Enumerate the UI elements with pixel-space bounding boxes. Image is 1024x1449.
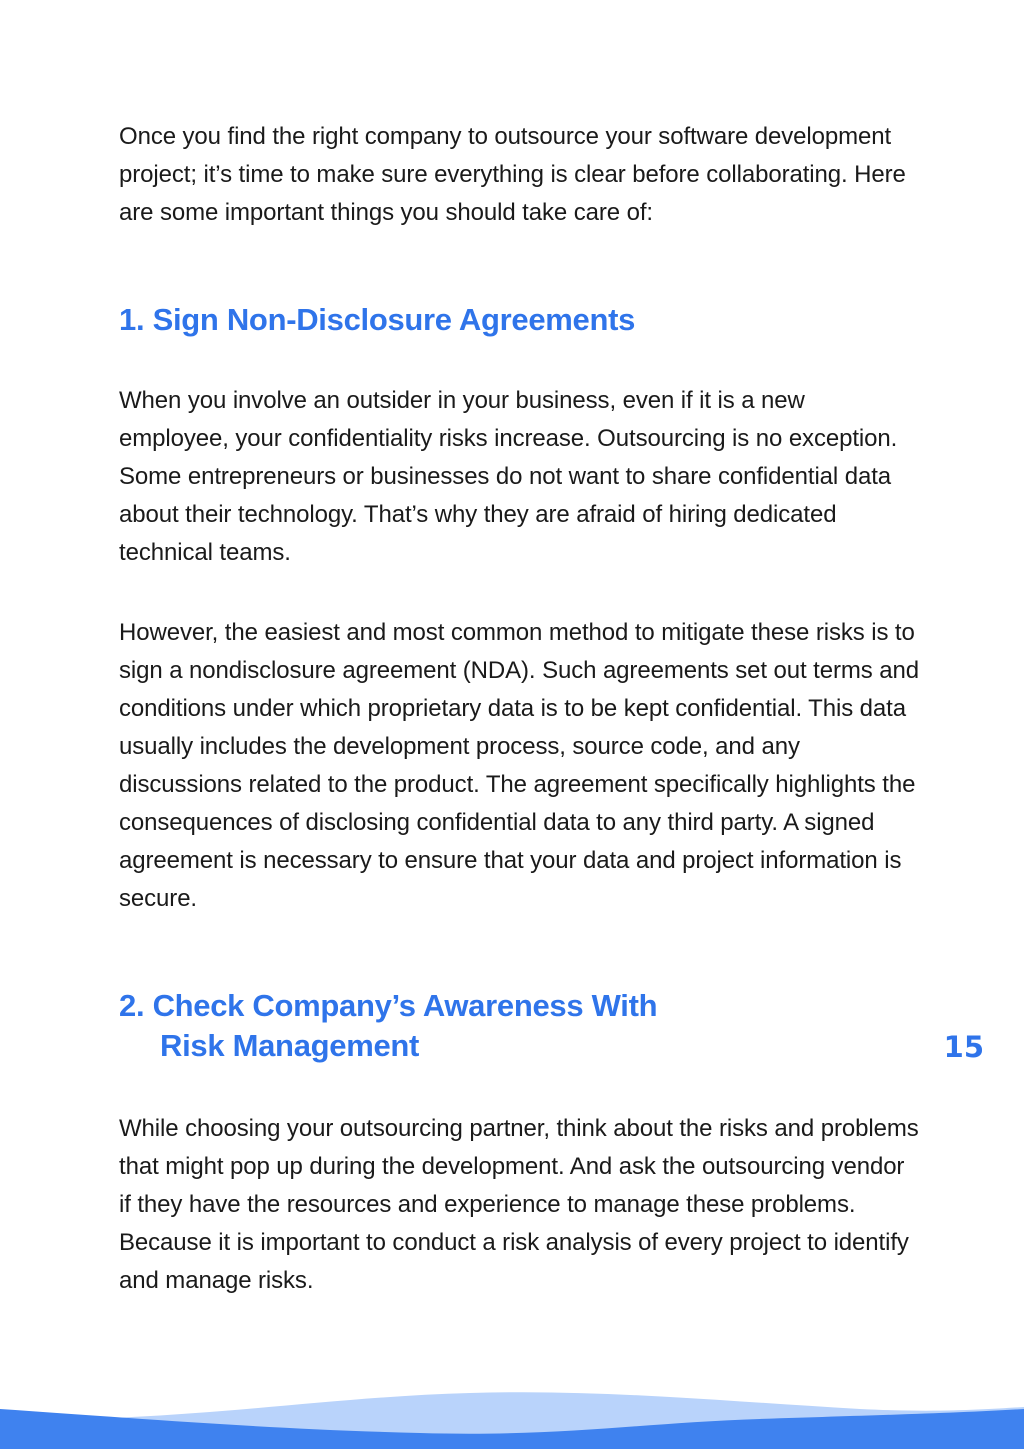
page-content bbox=[119, 118, 919, 1300]
section-1-heading: 1. Sign Non-Disclosure Agreements bbox=[119, 302, 636, 337]
section-1-paragraph-1: When you involve an outsider in your business, even if it is a new employee, your confidentiality risks increase. Outsourcing is no exception. Some entrepreneurs or businesses do not want to share confidential data about their technology. That’s why they are afraid of hiring dedicated technical teams. bbox=[119, 387, 898, 566]
footer-wave-decoration bbox=[0, 1379, 1024, 1449]
section-2-heading-line-2: Risk Management bbox=[160, 1028, 420, 1063]
section-2-paragraph-1: While choosing your outsourcing partner, think about the risks and problems that might pop up during the development. And ask the outsourcing vendor if they have the resources and experience to manage these problems. Because it is important to conduct a risk analysis of every project to identify and manage risks. bbox=[119, 1115, 919, 1294]
section-1-paragraph-2: However, the easiest and most common method to mitigate these risks is to sign a nondisclosure agreement (NDA). Such agreements set out terms and conditions under which proprietary data is to be kept confidential. This data usually includes the development process, source code, and any discussions related to the product. The agreement specifically highlights the consequences of disclosing confidential data to any third party. A signed agreement is necessary to ensure that your data and project information is secure. bbox=[119, 619, 919, 912]
page-number: 15 bbox=[943, 1030, 984, 1064]
section-2-heading-line-1: 2. Check Company’s Awareness With bbox=[119, 988, 658, 1023]
section-2-heading bbox=[119, 986, 919, 1066]
intro-paragraph: Once you find the right company to outsource your software development project; it’s time to make sure everything is clear before collaborating. Here are some important things you should take care of: bbox=[119, 123, 906, 226]
